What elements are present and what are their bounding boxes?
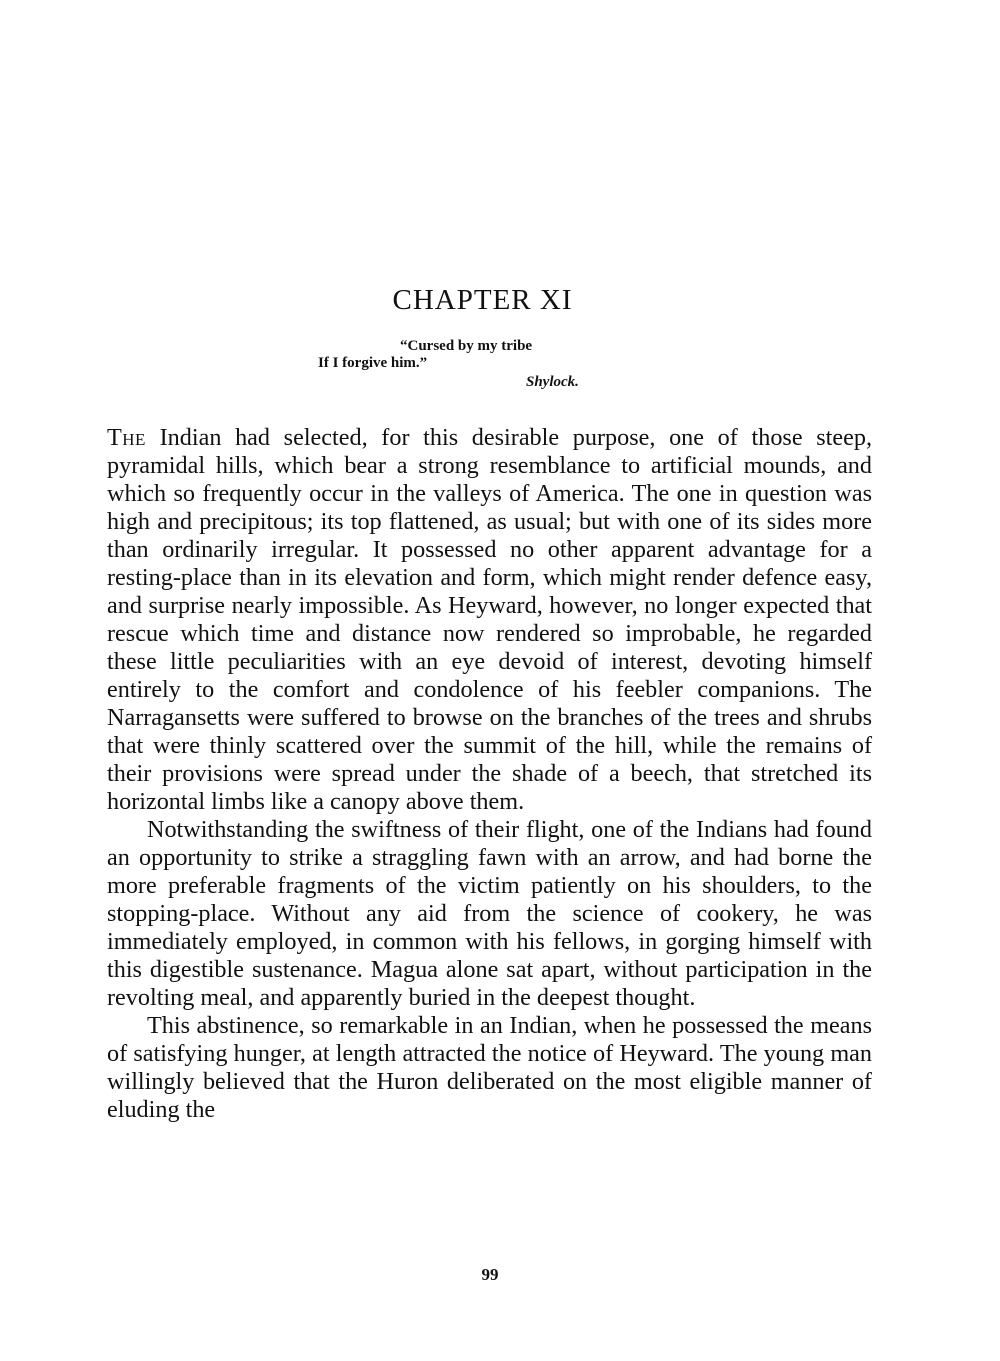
chapter-title-text: CHAPTER XI (392, 284, 573, 316)
opening-word: The (107, 424, 146, 451)
page-number-text: 99 (481, 1265, 499, 1284)
paragraph-1 (107, 424, 872, 816)
epigraph-line-2: If I forgive him.” (318, 355, 428, 371)
epigraph-attribution: Shylock. (526, 374, 579, 390)
epigraph-line-1: “Cursed by my tribe (400, 338, 533, 354)
page-number (0, 1265, 1000, 1285)
epigraph (318, 338, 638, 391)
chapter-title (0, 284, 1000, 317)
paragraph-1-text: Indian had selected, for this desirable purpose, one of those steep, pyramidal hills, which bear a strong resemblance to artificial mounds, and which so frequently occur in the valleys of America. The one in question was high and precipitous; its top flattened, as usual; but with one of its sides more than ordinarily irregular. It possessed no other apparent advantage for a resting-place than in its elevation and form, which might render defence easy, and surprise nearly impossible. As Heyward, however, no longer expected that rescue which time and distance now rendered so improbable, he regarded these little peculiarities with an eye devoid of interest, devoting himself entirely to the comfort and condolence of his feebler companions. The Narragansetts were suffered to browse on the branches of the trees and shrubs that were thinly scattered over the summit of the hill, while the remains of their provisions were spread under the shade of a beech, that stretched its horizontal limbs like a canopy above them. (107, 424, 872, 815)
body-text (107, 424, 872, 1124)
paragraph-2: Notwithstanding the swiftness of their flight, one of the Indians had found an opportunity to strike a straggling fawn with an arrow, and had borne the more preferable fragments of the victim patiently on his shoulders, to the stopping-place. Without any aid from the science of cookery, he was immediately employed, in common with his fellows, in gorging himself with this digestible sustenance. Magua alone sat apart, without participation in the revolting meal, and apparently buried in the deepest thought. (107, 816, 872, 1011)
paragraph-3: This abstinence, so remarkable in an Indian, when he possessed the means of satisfying hunger, at length attracted the notice of Heyward. The young man willingly believed that the Huron deliberated on the most eligible manner of eluding the (107, 1012, 872, 1123)
